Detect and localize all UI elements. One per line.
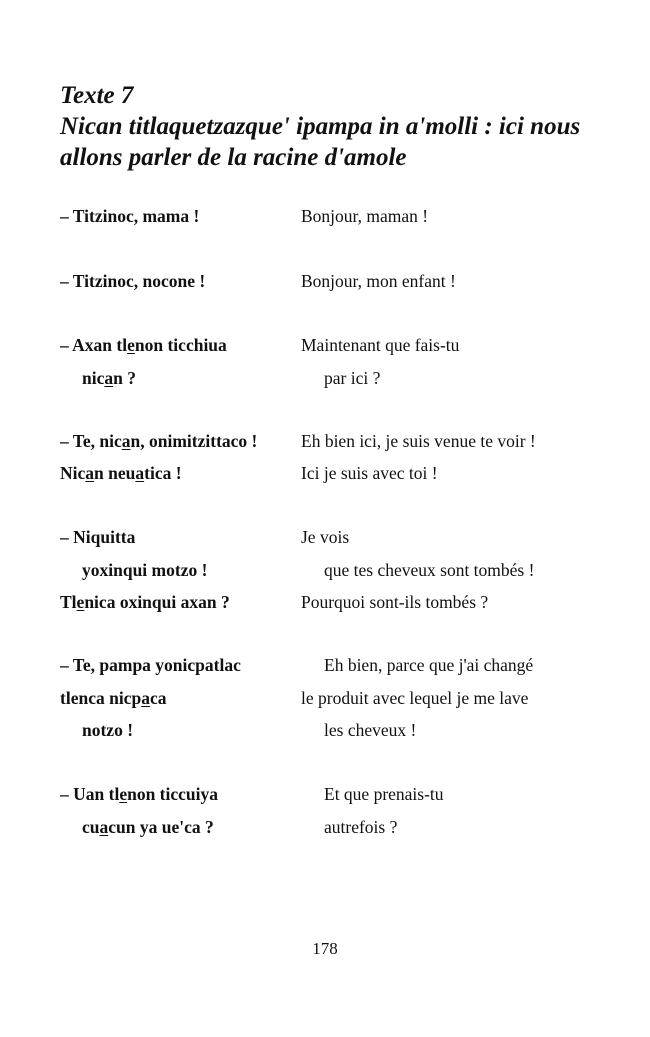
french-line: le produit avec lequel je me lave — [301, 688, 529, 708]
page-number: 178 — [312, 939, 338, 958]
nahuatl-line: Nican neuatica ! — [60, 463, 182, 483]
underlined-vowel: a — [85, 463, 95, 483]
french-line: Eh bien, parce que j'ai changé — [324, 655, 534, 675]
french-line: Bonjour, mon enfant ! — [301, 271, 456, 291]
underlined-vowel: a — [104, 368, 114, 388]
nahuatl-line: – Niquitta — [60, 527, 136, 547]
french-line: Et que prenais-tu — [324, 784, 444, 804]
text-heading — [60, 80, 620, 173]
nahuatl-line: – Te, nican, onimitzittaco ! — [60, 431, 258, 451]
nahuatl-line: – Te, pampa yonicpatlac — [60, 655, 241, 675]
underlined-vowel: a — [135, 463, 145, 483]
french-line: autrefois ? — [324, 817, 398, 837]
underlined-vowel: a — [99, 817, 109, 837]
text-subtitle-line-1: Nican titlaquetzazque' ipampa in a'molli : ici nous — [60, 113, 581, 140]
nahuatl-line: tlenca nicpaca — [60, 688, 167, 708]
nahuatl-line: nican ? — [82, 368, 136, 388]
nahuatl-line: – Uan tlenon ticcuiya — [60, 784, 219, 804]
french-line: que tes cheveux sont tombés ! — [324, 560, 535, 580]
french-line: Pourquoi sont-ils tombés ? — [301, 592, 489, 612]
nahuatl-line: yoxinqui motzo ! — [82, 560, 208, 580]
french-line: Bonjour, maman ! — [301, 206, 429, 226]
french-line: Eh bien ici, je suis venue te voir ! — [301, 431, 536, 451]
french-line: Maintenant que fais-tu — [301, 335, 460, 355]
underlined-vowel: a — [121, 431, 131, 451]
french-line: Ici je suis avec toi ! — [301, 463, 438, 483]
nahuatl-line: – Titzinoc, mama ! — [60, 206, 200, 226]
text-title: Texte 7 — [60, 82, 134, 109]
french-line: Je vois — [301, 527, 350, 547]
underlined-vowel: a — [141, 688, 150, 708]
nahuatl-line: – Titzinoc, nocone ! — [60, 271, 206, 291]
nahuatl-line: Tlenica oxinqui axan ? — [60, 592, 230, 612]
text-subtitle-line-2: allons parler de la racine d'amole — [60, 144, 407, 171]
underlined-vowel: e — [119, 784, 128, 804]
nahuatl-line: cuacun ya ue'ca ? — [82, 817, 214, 837]
underlined-vowel: e — [127, 335, 135, 355]
nahuatl-line: notzo ! — [82, 720, 134, 740]
french-line: par ici ? — [324, 368, 381, 388]
underlined-vowel: e — [76, 592, 85, 612]
nahuatl-line: – Axan tlenon ticchiua — [60, 335, 227, 355]
french-line: les cheveux ! — [324, 720, 417, 740]
